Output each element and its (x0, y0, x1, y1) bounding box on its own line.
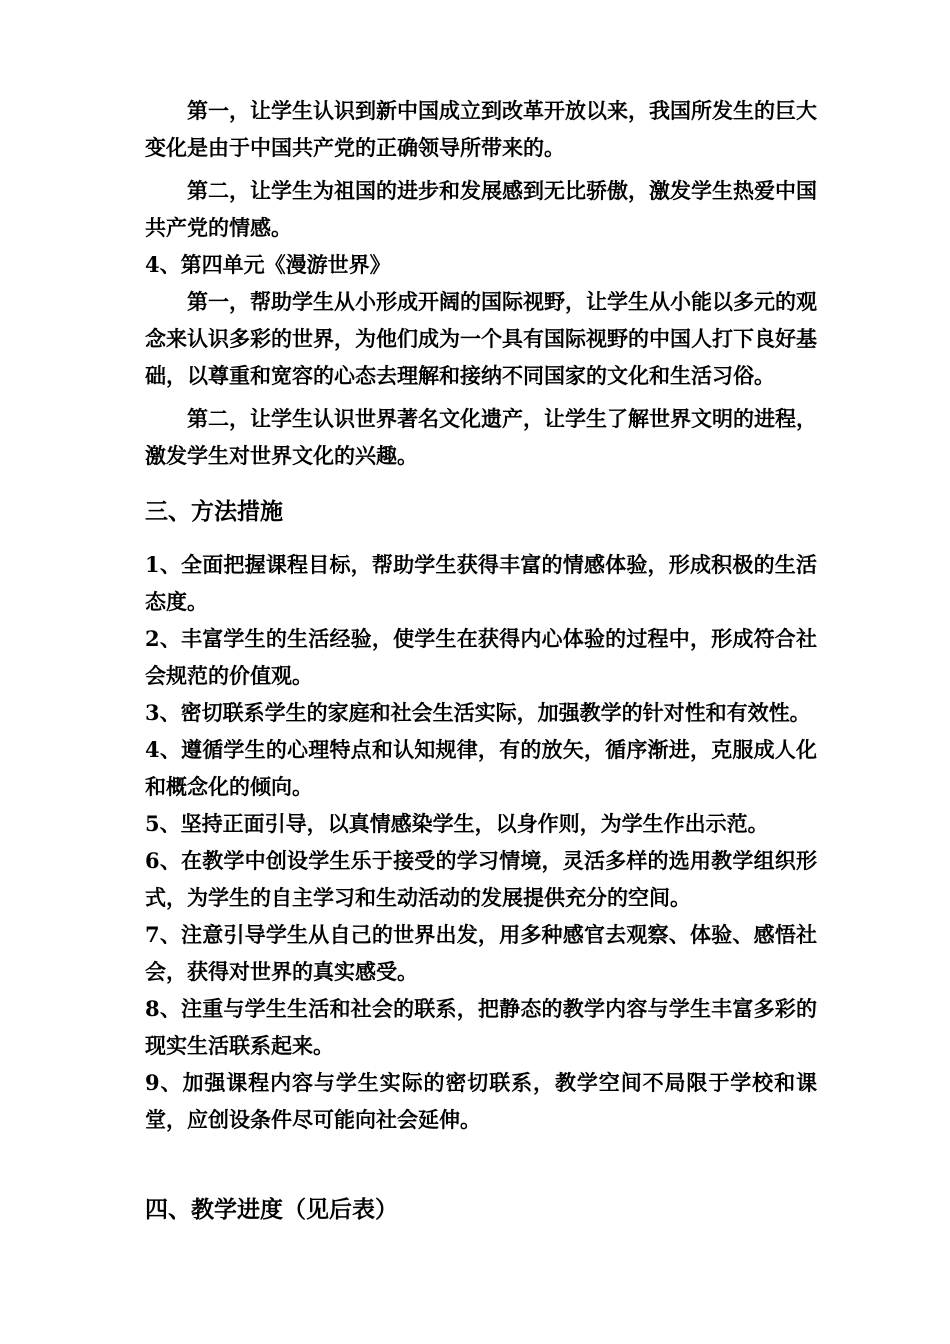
document-page (145, 92, 817, 1230)
methods-list (145, 546, 817, 1138)
methods-item-3: 3、密切联系学生的家庭和社会生活实际，加强教学的针对性和有效性。 (145, 700, 811, 725)
unit4-title: 4、第四单元《漫游世界》 (145, 252, 391, 277)
methods-item-1: 1、全面把握课程目标，帮助学生获得丰富的情感体验，形成积极的生活态度。 (145, 552, 817, 614)
methods-item-8: 8、注重与学生生活和社会的联系，把静态的教学内容与学生丰富多彩的现实生活联系起来。 (145, 996, 817, 1058)
unit3-goal-2: 第二，让学生为祖国的进步和发展感到无比骄傲，激发学生热爱中国共产党的情感。 (145, 178, 817, 240)
unit4-goal-1: 第一，帮助学生从小形成开阔的国际视野，让学生从小能以多元的观念来认识多彩的世界，为他们成为一个具有国际视野的中国人打下良好基础，以尊重和宽容的心态去理解和接纳不同国家的文化和生活习俗。 (145, 289, 817, 388)
progress-heading: 四、教学进度（见后表） (145, 1196, 398, 1223)
methods-item-6: 6、在教学中创设学生乐于接受的学习情境，灵活多样的选用教学组织形式，为学生的自主学习和生动活动的发展提供充分的空间。 (145, 848, 817, 910)
unit3-goal-1: 第一，让学生认识到新中国成立到改革开放以来，我国所发生的巨大变化是由于中国共产党的正确领导所带来的。 (145, 98, 817, 160)
methods-item-7: 7、注意引导学生从自己的世界出发，用多种感官去观察、体验、感悟社会，获得对世界的真实感受。 (145, 922, 817, 984)
methods-item-2: 2、丰富学生的生活经验，使学生在获得内心体验的过程中，形成符合社会规范的价值观。 (145, 626, 817, 688)
methods-item-5: 5、坚持正面引导，以真情感染学生，以身作则，为学生作出示范。 (145, 811, 769, 836)
unit4-goal-2: 第二，让学生认识世界著名文化遗产，让学生了解世界文明的进程，激发学生对世界文化的兴趣。 (145, 406, 817, 468)
methods-item-4: 4、遵循学生的心理特点和认知规律，有的放矢，循序渐进，克服成人化和概念化的倾向。 (145, 737, 817, 799)
methods-heading: 三、方法措施 (145, 498, 283, 525)
methods-item-9: 9、加强课程内容与学生实际的密切联系，教学空间不局限于学校和课堂，应创设条件尽可能向社会延伸。 (145, 1070, 817, 1132)
